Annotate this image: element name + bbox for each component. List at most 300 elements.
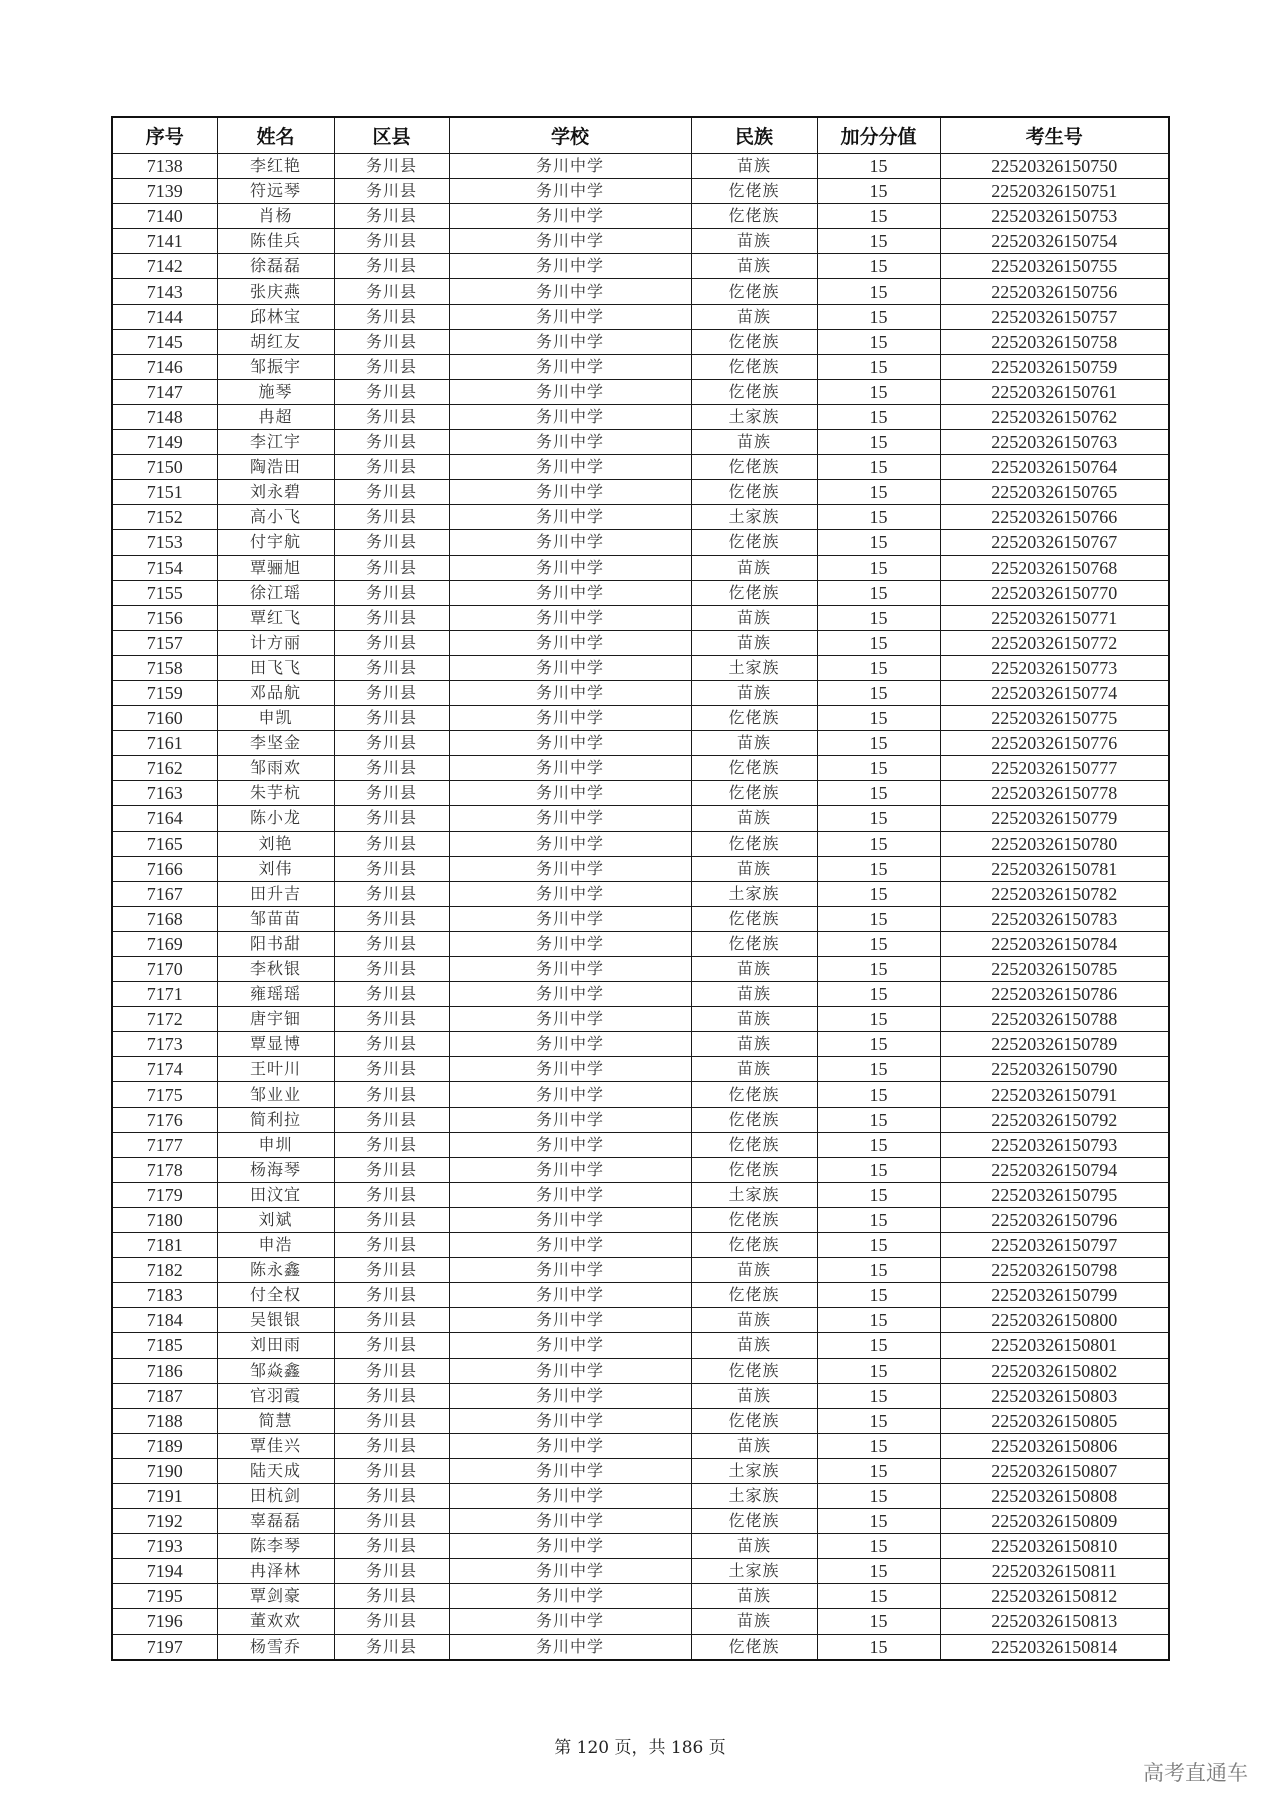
cell-county: 务川县 <box>334 1283 449 1308</box>
cell-index: 7164 <box>112 806 217 831</box>
cell-bonus-points: 15 <box>817 781 940 806</box>
cell-school: 务川中学 <box>449 1032 691 1057</box>
cell-exam-id: 22520326150795 <box>940 1182 1169 1207</box>
cell-name: 高小飞 <box>217 505 334 530</box>
cell-county: 务川县 <box>334 856 449 881</box>
cell-bonus-points: 15 <box>817 831 940 856</box>
cell-county: 务川县 <box>334 1157 449 1182</box>
cell-name: 申圳 <box>217 1132 334 1157</box>
cell-school: 务川中学 <box>449 1433 691 1458</box>
cell-school: 务川中学 <box>449 1458 691 1483</box>
cell-bonus-points: 15 <box>817 179 940 204</box>
cell-ethnicity: 苗族 <box>691 254 817 279</box>
cell-name: 雍瑶瑶 <box>217 982 334 1007</box>
cell-name: 简慧 <box>217 1408 334 1433</box>
cell-name: 田杭剑 <box>217 1483 334 1508</box>
cell-exam-id: 22520326150773 <box>940 655 1169 680</box>
table-row <box>112 1358 1169 1383</box>
cell-school: 务川中学 <box>449 1007 691 1032</box>
cell-bonus-points: 15 <box>817 1584 940 1609</box>
cell-ethnicity: 仡佬族 <box>691 1107 817 1132</box>
cell-school: 务川中学 <box>449 1157 691 1182</box>
cell-school: 务川中学 <box>449 1057 691 1082</box>
table-row <box>112 555 1169 580</box>
cell-county: 务川县 <box>334 154 449 179</box>
cell-ethnicity: 仡佬族 <box>691 580 817 605</box>
cell-bonus-points: 15 <box>817 630 940 655</box>
cell-exam-id: 22520326150781 <box>940 856 1169 881</box>
cell-name: 张庆燕 <box>217 279 334 304</box>
cell-school: 务川中学 <box>449 1408 691 1433</box>
cell-index: 7180 <box>112 1207 217 1232</box>
table-row <box>112 1483 1169 1508</box>
cell-name: 陈佳兵 <box>217 229 334 254</box>
table-row <box>112 1157 1169 1182</box>
cell-ethnicity: 仡佬族 <box>691 480 817 505</box>
cell-school: 务川中学 <box>449 480 691 505</box>
cell-county: 务川县 <box>334 605 449 630</box>
cell-bonus-points: 15 <box>817 1082 940 1107</box>
cell-bonus-points: 15 <box>817 1182 940 1207</box>
cell-exam-id: 22520326150785 <box>940 957 1169 982</box>
cell-county: 务川县 <box>334 204 449 229</box>
cell-index: 7159 <box>112 680 217 705</box>
cell-name: 陈李琴 <box>217 1534 334 1559</box>
cell-bonus-points: 15 <box>817 329 940 354</box>
cell-bonus-points: 15 <box>817 530 940 555</box>
cell-index: 7160 <box>112 706 217 731</box>
cell-name: 王叶川 <box>217 1057 334 1082</box>
cell-school: 务川中学 <box>449 204 691 229</box>
cell-county: 务川县 <box>334 505 449 530</box>
cell-name: 邹雨欢 <box>217 756 334 781</box>
table-row <box>112 1007 1169 1032</box>
table-row <box>112 354 1169 379</box>
cell-bonus-points: 15 <box>817 1233 940 1258</box>
cell-ethnicity: 苗族 <box>691 1584 817 1609</box>
table-row <box>112 1032 1169 1057</box>
cell-ethnicity: 苗族 <box>691 430 817 455</box>
column-header-ethnicity: 民族 <box>691 117 817 154</box>
cell-ethnicity: 苗族 <box>691 154 817 179</box>
cell-county: 务川县 <box>334 480 449 505</box>
cell-county: 务川县 <box>334 1559 449 1584</box>
cell-exam-id: 22520326150775 <box>940 706 1169 731</box>
cell-name: 刘永碧 <box>217 480 334 505</box>
cell-index: 7167 <box>112 881 217 906</box>
cell-name: 阳书甜 <box>217 931 334 956</box>
cell-county: 务川县 <box>334 1333 449 1358</box>
cell-index: 7184 <box>112 1308 217 1333</box>
cell-index: 7150 <box>112 455 217 480</box>
cell-index: 7193 <box>112 1534 217 1559</box>
cell-exam-id: 22520326150807 <box>940 1458 1169 1483</box>
cell-ethnicity: 土家族 <box>691 1458 817 1483</box>
cell-bonus-points: 15 <box>817 706 940 731</box>
cell-county: 务川县 <box>334 756 449 781</box>
cell-exam-id: 22520326150808 <box>940 1483 1169 1508</box>
cell-ethnicity: 土家族 <box>691 1483 817 1508</box>
cell-name: 覃红飞 <box>217 605 334 630</box>
cell-bonus-points: 15 <box>817 1358 940 1383</box>
cell-school: 务川中学 <box>449 706 691 731</box>
cell-school: 务川中学 <box>449 906 691 931</box>
cell-ethnicity: 仡佬族 <box>691 756 817 781</box>
cell-name: 邱林宝 <box>217 304 334 329</box>
table-row <box>112 957 1169 982</box>
table-row <box>112 1132 1169 1157</box>
cell-index: 7197 <box>112 1634 217 1660</box>
cell-school: 务川中学 <box>449 1584 691 1609</box>
cell-index: 7195 <box>112 1584 217 1609</box>
cell-bonus-points: 15 <box>817 1258 940 1283</box>
cell-ethnicity: 仡佬族 <box>691 1408 817 1433</box>
cell-exam-id: 22520326150767 <box>940 530 1169 555</box>
watermark-text: 高考直通车 <box>1143 1761 1248 1785</box>
column-header-index: 序号 <box>112 117 217 154</box>
cell-index: 7156 <box>112 605 217 630</box>
cell-county: 务川县 <box>334 254 449 279</box>
cell-bonus-points: 15 <box>817 1458 940 1483</box>
cell-school: 务川中学 <box>449 1258 691 1283</box>
cell-index: 7186 <box>112 1358 217 1383</box>
table-row <box>112 756 1169 781</box>
cell-index: 7189 <box>112 1433 217 1458</box>
table-row <box>112 404 1169 429</box>
cell-exam-id: 22520326150794 <box>940 1157 1169 1182</box>
cell-name: 陈永鑫 <box>217 1258 334 1283</box>
cell-school: 务川中学 <box>449 1383 691 1408</box>
cell-exam-id: 22520326150791 <box>940 1082 1169 1107</box>
cell-county: 务川县 <box>334 680 449 705</box>
cell-ethnicity: 仡佬族 <box>691 1634 817 1660</box>
cell-exam-id: 22520326150790 <box>940 1057 1169 1082</box>
cell-exam-id: 22520326150766 <box>940 505 1169 530</box>
cell-school: 务川中学 <box>449 455 691 480</box>
cell-bonus-points: 15 <box>817 229 940 254</box>
cell-exam-id: 22520326150801 <box>940 1333 1169 1358</box>
cell-county: 务川县 <box>334 1057 449 1082</box>
cell-school: 务川中学 <box>449 430 691 455</box>
cell-exam-id: 22520326150759 <box>940 354 1169 379</box>
cell-exam-id: 22520326150772 <box>940 630 1169 655</box>
cell-bonus-points: 15 <box>817 1483 940 1508</box>
cell-county: 务川县 <box>334 931 449 956</box>
cell-bonus-points: 15 <box>817 1534 940 1559</box>
cell-bonus-points: 15 <box>817 806 940 831</box>
cell-ethnicity: 仡佬族 <box>691 906 817 931</box>
cell-school: 务川中学 <box>449 982 691 1007</box>
cell-county: 务川县 <box>334 655 449 680</box>
cell-county: 务川县 <box>334 1207 449 1232</box>
cell-school: 务川中学 <box>449 806 691 831</box>
cell-name: 申浩 <box>217 1233 334 1258</box>
cell-county: 务川县 <box>334 580 449 605</box>
cell-exam-id: 22520326150813 <box>940 1609 1169 1634</box>
cell-bonus-points: 15 <box>817 505 940 530</box>
cell-bonus-points: 15 <box>817 1408 940 1433</box>
table-row <box>112 1308 1169 1333</box>
cell-school: 务川中学 <box>449 856 691 881</box>
cell-ethnicity: 苗族 <box>691 856 817 881</box>
table-row <box>112 831 1169 856</box>
cell-school: 务川中学 <box>449 1207 691 1232</box>
cell-exam-id: 22520326150758 <box>940 329 1169 354</box>
cell-exam-id: 22520326150786 <box>940 982 1169 1007</box>
table-row <box>112 1107 1169 1132</box>
cell-bonus-points: 15 <box>817 279 940 304</box>
cell-name: 施琴 <box>217 379 334 404</box>
table-row <box>112 982 1169 1007</box>
cell-exam-id: 22520326150792 <box>940 1107 1169 1132</box>
cell-county: 务川县 <box>334 1082 449 1107</box>
cell-county: 务川县 <box>334 1534 449 1559</box>
cell-name: 朱芋杭 <box>217 781 334 806</box>
cell-name: 陆天成 <box>217 1458 334 1483</box>
cell-exam-id: 22520326150796 <box>940 1207 1169 1232</box>
cell-school: 务川中学 <box>449 505 691 530</box>
cell-name: 李坚金 <box>217 731 334 756</box>
table-row <box>112 1207 1169 1232</box>
cell-school: 务川中学 <box>449 580 691 605</box>
cell-exam-id: 22520326150784 <box>940 931 1169 956</box>
cell-exam-id: 22520326150755 <box>940 254 1169 279</box>
table-row <box>112 329 1169 354</box>
cell-name: 李江宇 <box>217 430 334 455</box>
column-header-school: 学校 <box>449 117 691 154</box>
cell-ethnicity: 土家族 <box>691 1182 817 1207</box>
cell-name: 邹苗苗 <box>217 906 334 931</box>
cell-bonus-points: 15 <box>817 655 940 680</box>
cell-school: 务川中学 <box>449 731 691 756</box>
table-body <box>112 154 1169 1660</box>
cell-school: 务川中学 <box>449 680 691 705</box>
student-bonus-table <box>111 116 1170 1661</box>
cell-county: 务川县 <box>334 831 449 856</box>
cell-ethnicity: 仡佬族 <box>691 1157 817 1182</box>
table-row <box>112 630 1169 655</box>
cell-ethnicity: 苗族 <box>691 1333 817 1358</box>
cell-county: 务川县 <box>334 630 449 655</box>
cell-bonus-points: 15 <box>817 480 940 505</box>
cell-name: 申凯 <box>217 706 334 731</box>
cell-name: 唐宇钿 <box>217 1007 334 1032</box>
cell-county: 务川县 <box>334 1233 449 1258</box>
cell-ethnicity: 苗族 <box>691 731 817 756</box>
cell-index: 7171 <box>112 982 217 1007</box>
cell-index: 7170 <box>112 957 217 982</box>
cell-ethnicity: 苗族 <box>691 982 817 1007</box>
cell-exam-id: 22520326150762 <box>940 404 1169 429</box>
cell-ethnicity: 土家族 <box>691 655 817 680</box>
cell-ethnicity: 苗族 <box>691 1007 817 1032</box>
cell-bonus-points: 15 <box>817 1609 940 1634</box>
cell-school: 务川中学 <box>449 304 691 329</box>
cell-school: 务川中学 <box>449 555 691 580</box>
cell-ethnicity: 仡佬族 <box>691 1207 817 1232</box>
cell-county: 务川县 <box>334 530 449 555</box>
cell-ethnicity: 仡佬族 <box>691 1283 817 1308</box>
cell-name: 覃剑豪 <box>217 1584 334 1609</box>
cell-county: 务川县 <box>334 1258 449 1283</box>
cell-exam-id: 22520326150770 <box>940 580 1169 605</box>
cell-ethnicity: 土家族 <box>691 881 817 906</box>
cell-ethnicity: 土家族 <box>691 404 817 429</box>
cell-index: 7191 <box>112 1483 217 1508</box>
cell-index: 7176 <box>112 1107 217 1132</box>
cell-ethnicity: 苗族 <box>691 229 817 254</box>
table-row <box>112 1333 1169 1358</box>
cell-exam-id: 22520326150753 <box>940 204 1169 229</box>
table-row <box>112 605 1169 630</box>
cell-name: 李红艳 <box>217 154 334 179</box>
cell-index: 7154 <box>112 555 217 580</box>
cell-school: 务川中学 <box>449 1308 691 1333</box>
table-row <box>112 1609 1169 1634</box>
cell-bonus-points: 15 <box>817 1634 940 1660</box>
table-row <box>112 1559 1169 1584</box>
table-row <box>112 1283 1169 1308</box>
table-row <box>112 781 1169 806</box>
cell-bonus-points: 15 <box>817 1308 940 1333</box>
cell-school: 务川中学 <box>449 329 691 354</box>
cell-index: 7165 <box>112 831 217 856</box>
cell-name: 邓品航 <box>217 680 334 705</box>
cell-school: 务川中学 <box>449 605 691 630</box>
cell-name: 邹振宇 <box>217 354 334 379</box>
cell-index: 7196 <box>112 1609 217 1634</box>
cell-school: 务川中学 <box>449 229 691 254</box>
table-row <box>112 1634 1169 1660</box>
cell-bonus-points: 15 <box>817 555 940 580</box>
table-row <box>112 279 1169 304</box>
cell-bonus-points: 15 <box>817 756 940 781</box>
cell-bonus-points: 15 <box>817 1057 940 1082</box>
cell-county: 务川县 <box>334 706 449 731</box>
cell-exam-id: 22520326150750 <box>940 154 1169 179</box>
table-row <box>112 304 1169 329</box>
cell-county: 务川县 <box>334 379 449 404</box>
cell-county: 务川县 <box>334 881 449 906</box>
cell-ethnicity: 仡佬族 <box>691 1509 817 1534</box>
cell-exam-id: 22520326150805 <box>940 1408 1169 1433</box>
cell-name: 付宇航 <box>217 530 334 555</box>
cell-ethnicity: 仡佬族 <box>691 530 817 555</box>
cell-exam-id: 22520326150793 <box>940 1132 1169 1157</box>
cell-name: 符远琴 <box>217 179 334 204</box>
table-row <box>112 1082 1169 1107</box>
cell-name: 杨海琴 <box>217 1157 334 1182</box>
cell-name: 官羽霞 <box>217 1383 334 1408</box>
cell-school: 务川中学 <box>449 881 691 906</box>
cell-bonus-points: 15 <box>817 455 940 480</box>
cell-ethnicity: 土家族 <box>691 1559 817 1584</box>
cell-index: 7152 <box>112 505 217 530</box>
cell-county: 务川县 <box>334 1433 449 1458</box>
cell-name: 简利拉 <box>217 1107 334 1132</box>
cell-exam-id: 22520326150779 <box>940 806 1169 831</box>
cell-school: 务川中学 <box>449 1182 691 1207</box>
cell-name: 覃佳兴 <box>217 1433 334 1458</box>
cell-index: 7144 <box>112 304 217 329</box>
cell-county: 务川县 <box>334 1132 449 1157</box>
cell-index: 7181 <box>112 1233 217 1258</box>
cell-index: 7166 <box>112 856 217 881</box>
cell-index: 7148 <box>112 404 217 429</box>
cell-school: 务川中学 <box>449 179 691 204</box>
cell-index: 7178 <box>112 1157 217 1182</box>
cell-index: 7192 <box>112 1509 217 1534</box>
cell-county: 务川县 <box>334 555 449 580</box>
cell-exam-id: 22520326150788 <box>940 1007 1169 1032</box>
cell-school: 务川中学 <box>449 1333 691 1358</box>
cell-ethnicity: 仡佬族 <box>691 279 817 304</box>
table-row <box>112 455 1169 480</box>
cell-school: 务川中学 <box>449 756 691 781</box>
cell-ethnicity: 土家族 <box>691 505 817 530</box>
cell-name: 陶浩田 <box>217 455 334 480</box>
cell-index: 7139 <box>112 179 217 204</box>
cell-index: 7140 <box>112 204 217 229</box>
cell-school: 务川中学 <box>449 1233 691 1258</box>
cell-name: 吴银银 <box>217 1308 334 1333</box>
cell-name: 田汶宜 <box>217 1182 334 1207</box>
table-row <box>112 856 1169 881</box>
cell-name: 刘艳 <box>217 831 334 856</box>
cell-school: 务川中学 <box>449 354 691 379</box>
cell-exam-id: 22520326150765 <box>940 480 1169 505</box>
cell-name: 冉泽林 <box>217 1559 334 1584</box>
cell-ethnicity: 苗族 <box>691 1308 817 1333</box>
cell-name: 覃骊旭 <box>217 555 334 580</box>
cell-county: 务川县 <box>334 1509 449 1534</box>
table-row <box>112 430 1169 455</box>
cell-school: 务川中学 <box>449 1483 691 1508</box>
cell-county: 务川县 <box>334 1358 449 1383</box>
cell-exam-id: 22520326150761 <box>940 379 1169 404</box>
cell-school: 务川中学 <box>449 379 691 404</box>
cell-bonus-points: 15 <box>817 982 940 1007</box>
cell-name: 刘伟 <box>217 856 334 881</box>
cell-ethnicity: 仡佬族 <box>691 931 817 956</box>
cell-ethnicity: 苗族 <box>691 806 817 831</box>
table-row <box>112 680 1169 705</box>
table-row <box>112 731 1169 756</box>
cell-school: 务川中学 <box>449 404 691 429</box>
cell-ethnicity: 苗族 <box>691 1057 817 1082</box>
cell-bonus-points: 15 <box>817 1283 940 1308</box>
cell-index: 7146 <box>112 354 217 379</box>
cell-school: 务川中学 <box>449 831 691 856</box>
cell-index: 7162 <box>112 756 217 781</box>
cell-county: 务川县 <box>334 1458 449 1483</box>
cell-county: 务川县 <box>334 279 449 304</box>
cell-bonus-points: 15 <box>817 1433 940 1458</box>
cell-index: 7147 <box>112 379 217 404</box>
cell-ethnicity: 苗族 <box>691 630 817 655</box>
cell-school: 务川中学 <box>449 154 691 179</box>
cell-school: 务川中学 <box>449 279 691 304</box>
cell-index: 7138 <box>112 154 217 179</box>
cell-index: 7163 <box>112 781 217 806</box>
cell-name: 徐磊磊 <box>217 254 334 279</box>
cell-ethnicity: 仡佬族 <box>691 329 817 354</box>
cell-exam-id: 22520326150780 <box>940 831 1169 856</box>
cell-name: 胡红友 <box>217 329 334 354</box>
cell-county: 务川县 <box>334 430 449 455</box>
table-row <box>112 1534 1169 1559</box>
cell-ethnicity: 仡佬族 <box>691 1233 817 1258</box>
